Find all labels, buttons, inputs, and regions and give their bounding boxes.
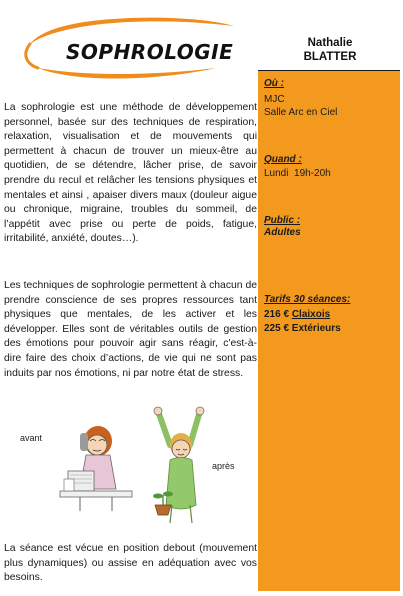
presenter-last-name: BLATTER bbox=[303, 51, 357, 63]
after-label: après bbox=[212, 461, 235, 471]
session-paragraph: La séance est vécue en position debout (mouvement plus dynamiques) ou assise en adéquation avec vos besoins. bbox=[4, 543, 257, 584]
presenter-first-name: Nathalie bbox=[307, 37, 353, 49]
before-after-illustration bbox=[14, 405, 244, 530]
info-panel bbox=[258, 70, 400, 591]
before-label: avant bbox=[20, 433, 43, 443]
when-heading: Quand : bbox=[264, 154, 302, 165]
where-venue: MJC bbox=[264, 94, 285, 105]
presenter-name bbox=[261, 36, 399, 64]
public-heading: Public : bbox=[264, 215, 301, 226]
title-banner bbox=[2, 8, 252, 88]
where-room: Salle Arc en Ciel bbox=[264, 107, 338, 118]
intro-paragraph: La sophrologie est une méthode de développement personnel, basée sur des techniques de respiration, relaxation, visualisation et de mouvements qui permettent à chacun de trouver un mieux-être au quotidien, de se détendre, lâcher prise, de savoir prendre du recul et relâcher les tensions physiques et mentales et ainsi , apaiser divers maux (douleur aigue ou chronique, migraine, troubles du sommeil, de l’appétit avec prise ou perte de poids, fatigue, irritabilité, anxiété, doutes…). bbox=[4, 102, 257, 245]
when-schedule: Lundi 19h-20h bbox=[264, 168, 331, 179]
page-title: SOPHROLOGIE bbox=[66, 40, 234, 64]
tarif-claixois-label: Claixois bbox=[291, 309, 331, 320]
tarifs-heading: Tarifs 30 séances: bbox=[264, 294, 351, 305]
stressed-person-drawing bbox=[50, 419, 140, 514]
tarif-exterieurs: 225 € Extérieurs bbox=[264, 323, 341, 334]
public-audience: Adultes bbox=[264, 227, 301, 238]
where-heading: Où : bbox=[264, 78, 284, 89]
tarif-claixois-price: 216 € bbox=[264, 309, 292, 320]
plant-drawing bbox=[150, 487, 176, 517]
techniques-paragraph: Les techniques de sophrologie permettent à chacun de prendre conscience de ses propres ressources tant physiques que mentales, de les activer et les développer. Elles sont de véritables outils de gestion des émotions pour pouvoir agir sans réagir, c'est-à-dire faire des choix d’actions, de vie qui ne sont pas induits par nos émotions, ni par notre état de stress. bbox=[4, 280, 258, 379]
tarif-claixois bbox=[264, 308, 330, 321]
